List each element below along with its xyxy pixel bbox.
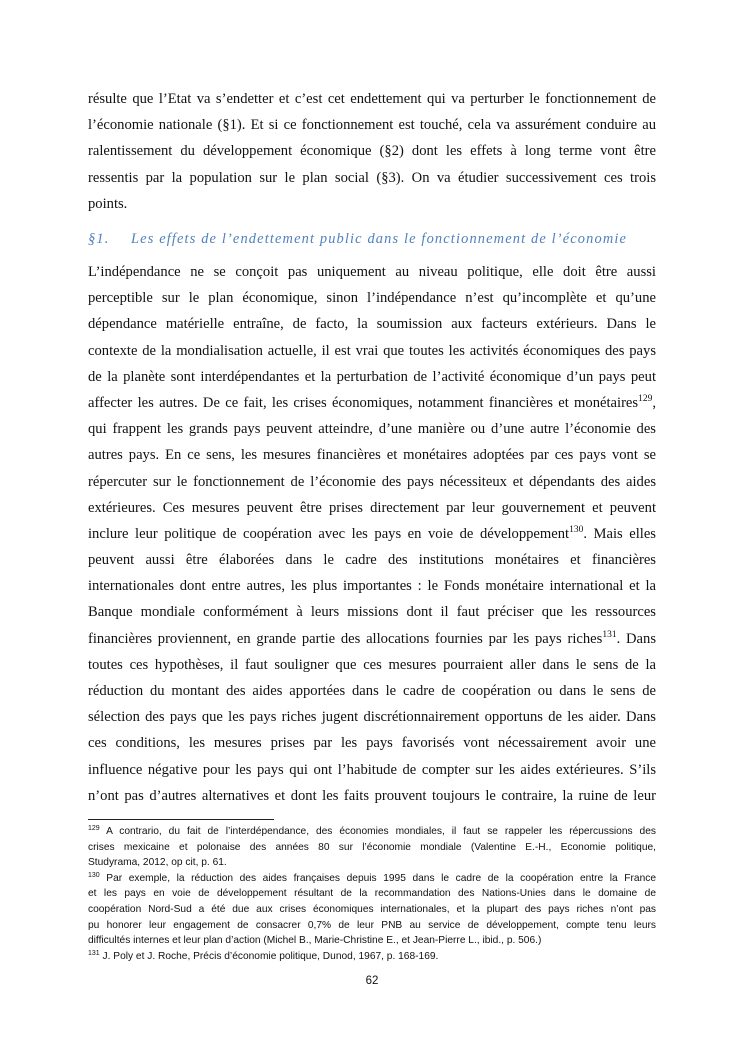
text-line: ralentissement du développement économique (§2) dont les effets à long terme vont être: [88, 143, 656, 160]
main-paragraph: [88, 259, 656, 809]
footnotes: [88, 824, 656, 964]
page-number: 62: [365, 975, 379, 987]
section-heading: [88, 231, 656, 248]
text-line: peuvent aussi être élaborées dans le cadre des institutions monétaires et financières: [88, 552, 656, 569]
footnote-line: pu honorer leur engagement de consacrer 0,7% de leur PNB au service de développement, compte tenu leurs: [88, 919, 656, 931]
text-segment: inclure leur politique de coopération avec les pays en voie de développement: [88, 525, 570, 542]
footnote-131: [88, 949, 656, 965]
text-line: extérieures. Ces mesures peuvent être prises directement par leur gouvernement et peuvent: [88, 499, 656, 516]
footnote-130: [88, 871, 656, 887]
footnote-line: Studyrama, 2012, op cit, p. 61.: [88, 857, 227, 869]
footnote-ref-129[interactable]: 129: [638, 393, 653, 404]
text-line: points.: [88, 195, 128, 212]
footnote-separator: [88, 819, 274, 820]
text-segment: ,: [652, 394, 656, 411]
text-line: répercuter sur le fonctionnement de l’économie des pays nécessiteux et dépendants des aides: [88, 473, 656, 490]
text-line: L’indépendance ne se conçoit pas uniquement au niveau politique, elle doit être aussi: [88, 264, 656, 280]
intro-paragraph: [88, 86, 656, 217]
text-line: [88, 390, 656, 416]
section-number: §1.: [88, 231, 110, 247]
section-title: Les effets de l’endettement public dans le fonctionnement de l’économie: [131, 231, 628, 247]
footnote-line: coopération Nord-Sud a été due aux crises économiques internationales, et la plupart des pays riches n’ont pas: [88, 903, 656, 915]
text-line: résulte que l’Etat va s’endetter et c’est cet endettement qui va perturber le fonctionnement de: [88, 91, 656, 107]
footnote-number: 129: [88, 825, 100, 832]
text-line: sélection des pays que les pays riches jugent discrétionnairement opportuns de les aider. Dans: [88, 709, 656, 726]
text-line: n’ont pas d’autres alternatives et dont les faits prouvent toujours le contraire, la ruine de leur: [88, 787, 656, 804]
text-line: [88, 626, 656, 652]
footnote-text: A contrario, du fait de l’interdépendance, des économies mondiales, il faut se rappeler les répercussions des: [106, 826, 656, 837]
footnote-line: crises mexicaine et polonaise des années 80 sur l’économie mondiale (Valentine E.-H., Economie politique,: [88, 841, 656, 853]
text-line: contexte de la mondialisation actuelle, il est vrai que toutes les activités économiques des pays: [88, 342, 656, 359]
text-segment: . Dans: [616, 630, 656, 647]
text-line: perceptible sur le plan économique, sinon l’indépendance n’est qu’incomplète et qu’une: [88, 290, 656, 307]
text-line: autres pays. En ce sens, les mesures financières et monétaires adoptées par ces pays vont se: [88, 447, 656, 464]
text-line: internationales dont entre autres, les plus importantes : le Fonds monétaire international et la: [88, 578, 656, 595]
text-line: dépendance matérielle entraîne, de facto, la soumission aux facteurs extérieurs. Dans le: [88, 316, 656, 333]
text-line: ressentis par la population sur le plan social (§3). On va étudier successivement ces trois: [88, 169, 656, 186]
footnote-line: et les pays en voie de développement résultant de la recommandation des Nations-Unies dans le domaine de: [88, 888, 656, 900]
text-line: Banque mondiale conformément à leurs missions dont il faut préciser que les ressources: [88, 604, 656, 621]
text-line: influence négative pour les pays qui ont l’habitude de compter sur les aides extérieures. S’ils: [88, 761, 656, 778]
text-line: toutes ces hypothèses, il faut souligner que ces mesures pourraient aller dans le sens de la: [88, 656, 656, 673]
footnote-text: Par exemple, la réduction des aides françaises depuis 1995 dans le cadre de la coopération entre la France: [106, 872, 656, 884]
footnote-ref-130[interactable]: 130: [569, 524, 584, 535]
footnote-number: 130: [88, 871, 100, 879]
text-line: ces conditions, les mesures prises par les pays favorisés vont nécessairement avoir une: [88, 735, 656, 752]
text-segment: financières proviennent, en grande partie des allocations fournies par les pays riches: [88, 630, 603, 647]
text-line: réduction du montant des aides apportées dans le cadre de coopération ou dans le sens de: [88, 683, 656, 699]
text-line: qui frappent les grands pays peuvent atteindre, d’une manière ou d’une autre l’économie des: [88, 421, 656, 438]
footnote-129: [88, 824, 656, 840]
text-line: de la planète sont interdépendantes et la perturbation de l’activité économique d’un pays peut: [88, 368, 656, 385]
footnote-number: 131: [88, 949, 100, 957]
text-segment: . Mais elles: [583, 525, 656, 542]
footnote-text: J. Poly et J. Roche, Précis d’économie politique, Dunod, 1967, p. 168-169.: [102, 950, 439, 962]
text-segment: affecter les autres. De ce fait, les crises économiques, notamment financières et monétaires: [88, 394, 639, 411]
footnote-ref-131[interactable]: 131: [602, 629, 617, 640]
text-line: [88, 521, 656, 547]
text-line: l’économie nationale (§1). Et si ce fonctionnement est touché, cela va assurément conduire au: [88, 117, 656, 134]
footnote-line: difficultés internes et leur plan d’action (Michel B., Marie-Christine E., et Jean-Pierre L., ibid., p. 506.): [88, 935, 542, 947]
